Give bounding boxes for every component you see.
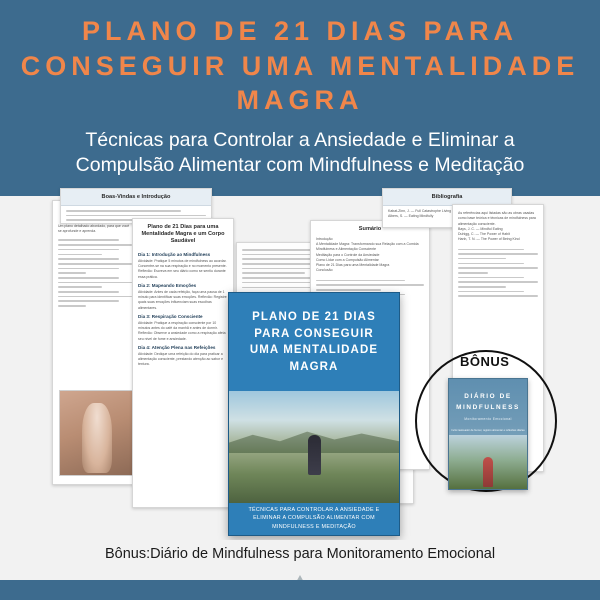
sumario-item-5: Como Lidar com a Compulsão Alimentar <box>316 257 379 262</box>
plano-day-title-3: Dia 3: Respiração Consciente <box>138 313 203 319</box>
plano-day-title-2: Dia 2: Mapeando Emoções <box>138 282 197 288</box>
meditation-photo <box>229 391 399 503</box>
plano-day-body-3: Atividade: Pratique a respiração consciente por 10 minutos antes do café da manhã e antes de dormir. Reflexão: Observe a ansiedade como a respiração afeta seu nível de fome e ansiedade. <box>138 320 226 341</box>
bibliografia-item-2: Albers, S. — Eating Mindfully <box>388 214 434 219</box>
welcome-filler-lines <box>53 239 137 306</box>
bonus-cover-title: DIÁRIO DE MINDFULNESS <box>456 393 520 411</box>
bibliografia-item-1: Kabat-Zinn, J. — Full Catastrophe Living <box>388 208 452 213</box>
page-preview-plano-21-dias <box>132 218 234 508</box>
sumario-item-7: Conclusão <box>316 268 333 273</box>
referencias-body: As referências aqui listadas são as obras usadas como base teórica e técnicas de mindfulness para alimentação consciente. <box>458 211 536 226</box>
sumario-item-6: Plano de 21 Dias para uma Mentalidade Magra <box>316 263 390 268</box>
sumario-item-4: Meditação para o Controle da Ansiedade <box>316 252 380 257</box>
bonus-cover-footer: Inclui rastreador de humor, registro alimentar e reflexões diárias <box>451 428 525 432</box>
plano-day-body-4: Atividade: Dedique uma refeição do dia para praticar a alimentação consciente, prestando atenção ao sabor e textura. <box>138 351 224 367</box>
page-preview-welcome-text <box>52 200 138 485</box>
plano-heading: Plano de 21 Dias para uma Mentalidade Magra e um Corpo Saudável <box>141 224 225 244</box>
bibliografia-heading: Bibliografia <box>383 189 511 206</box>
plano-day-body-1: Atividade: Pratique 5 minutos de mindfulness ao acordar. Concentre-se na sua respiração e no momento presente. Reflexão: Escreva em seu diário como se sentiu durante essa prática. <box>138 258 227 279</box>
ebook-cover <box>228 292 400 536</box>
plano-day-body-2: Atividade: Antes de cada refeição, faça uma pausa de 1 minuto para identificar suas emoções. Reflexão: Registre quais suas emoções influenciam suas escolhas alimentares. <box>138 289 227 310</box>
boas-vindas-heading: Boas-Vindas e Introdução <box>61 189 211 206</box>
ebook-cover-title: PLANO DE 21 DIAS PARA CONSEGUIR UMA MENTALIDADE MAGRA <box>249 311 379 374</box>
woman-photo <box>59 390 133 476</box>
welcome-body: Um plano detalhado abordado, para que você se aprofunde e aprenda. <box>58 223 130 234</box>
bonus-cover-subtitle: Monitoramento Emocional <box>464 416 512 421</box>
sumario-heading: Sumário <box>358 226 382 232</box>
bonus-badge: BÔNUS <box>460 354 510 369</box>
page-subtitle: Técnicas para Controlar a Ansiedade e Eliminar a Compulsão Alimentar com Mindfulness e Meditação <box>75 128 525 177</box>
sumario-item-3: Mindfulness e Alimentação Consciente <box>316 247 377 252</box>
sumario-item-2: A Mentalidade Magra: Transformando sua Relação com a Comida <box>316 242 419 247</box>
header-band <box>0 0 600 196</box>
footer <box>0 540 600 600</box>
sumario-item-1: Introdução <box>316 236 333 241</box>
plano-day-title-1: Dia 1: Introdução ao Mindfulness <box>138 251 211 257</box>
bonus-ebook-cover <box>448 378 528 490</box>
plano-day-title-4: Dia 4: Atenção Plena nas Refeições <box>138 344 216 350</box>
bibliografia-item-4: Duhigg, C. — The Power of Habit <box>458 232 510 236</box>
bibliografia-item-3: Bays, J. C. — Mindful Eating <box>458 226 503 231</box>
referencias-filler-lines <box>453 249 543 297</box>
bonus-cover-photo <box>449 435 527 489</box>
bibliografia-item-5: Hanh, T. N. — The Power of Being Kind <box>458 237 520 242</box>
footer-text: Bônus:Diário de Mindfulness para Monitoramento Emocional <box>104 546 496 562</box>
ebook-cover-subtitle: TÉCNICAS PARA CONTROLAR A ANSIEDADE E ELIMINAR A COMPULSÃO ALIMENTAR COM MINDFULNESS E MEDITAÇÃO <box>248 506 380 530</box>
page-title: PLANO DE 21 DIAS PARA CONSEGUIR UMA MENTALIDADE MAGRA <box>20 16 580 116</box>
document-collage <box>0 182 600 540</box>
footer-band <box>0 580 600 600</box>
